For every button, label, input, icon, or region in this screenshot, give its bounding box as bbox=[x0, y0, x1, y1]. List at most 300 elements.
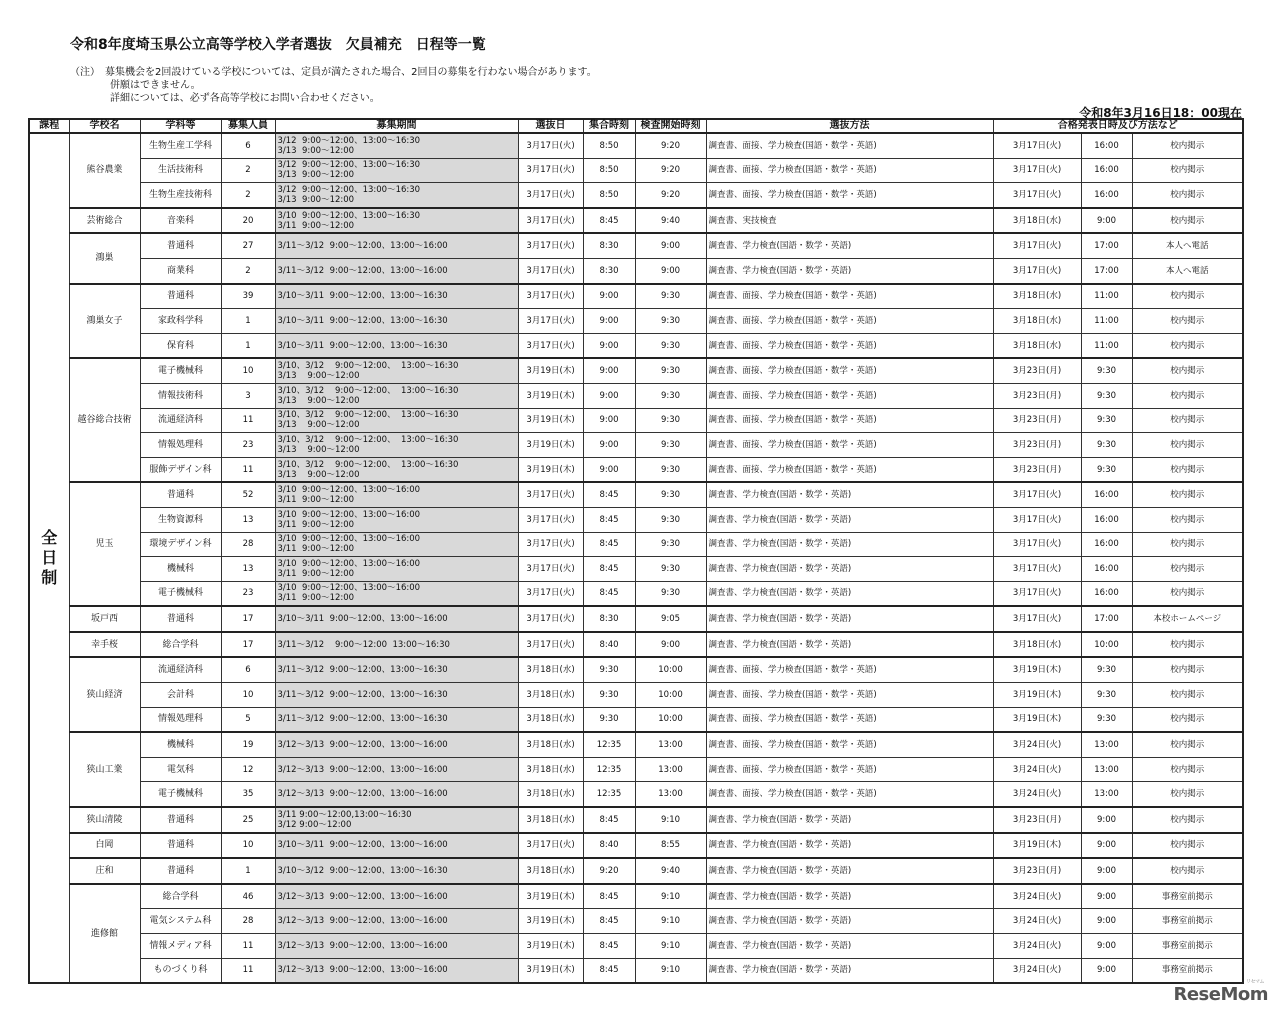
announcement-date: 3月24日(火) bbox=[993, 909, 1081, 934]
period-line: 3/10 9:00～12:00、13:00～16:30 bbox=[277, 210, 421, 221]
table-row bbox=[29, 909, 1243, 934]
notes bbox=[70, 66, 597, 105]
selection-method: 調査書、面接、学力検査(国語・数学・英語) bbox=[706, 657, 993, 682]
start-time: 9:30 bbox=[635, 433, 706, 458]
application-period bbox=[275, 133, 518, 158]
capacity: 28 bbox=[221, 532, 275, 557]
exam-date: 3月18日(水) bbox=[518, 657, 583, 682]
exam-date: 3月18日(水) bbox=[518, 683, 583, 708]
department: 生物生産工学科 bbox=[140, 133, 221, 158]
exam-date: 3月17日(火) bbox=[518, 632, 583, 658]
resemom-logo bbox=[1173, 979, 1268, 1005]
application-period bbox=[275, 757, 518, 782]
period-line: 3/11 9:00～12:00 bbox=[277, 544, 355, 555]
application-period bbox=[275, 657, 518, 682]
start-time: 9:10 bbox=[635, 958, 706, 983]
period-line: 3/10、3/12 9:00～12:00、 13:00～16:30 bbox=[277, 459, 459, 470]
announcement-time: 17:00 bbox=[1081, 258, 1132, 283]
gather-time: 8:30 bbox=[583, 233, 635, 258]
table-row bbox=[29, 934, 1243, 959]
department: 音楽科 bbox=[140, 208, 221, 234]
announcement-date: 3月17日(火) bbox=[993, 507, 1081, 532]
school-name: 進修館 bbox=[69, 884, 140, 983]
header-exam-date: 選抜日 bbox=[518, 119, 583, 133]
announcement-time: 16:00 bbox=[1081, 158, 1132, 183]
gather-time: 8:45 bbox=[583, 482, 635, 507]
department: 総合学科 bbox=[140, 632, 221, 658]
school-name: 鴻巣 bbox=[69, 233, 140, 283]
selection-method: 調査書、面接、学力検査(国語・数学・英語) bbox=[706, 309, 993, 334]
announcement-method: 校内掲示 bbox=[1132, 807, 1243, 833]
capacity: 17 bbox=[221, 632, 275, 658]
capacity: 12 bbox=[221, 757, 275, 782]
selection-method: 調査書、学力検査(国語・数学・英語) bbox=[706, 581, 993, 606]
gather-time: 8:50 bbox=[583, 158, 635, 183]
capacity: 28 bbox=[221, 909, 275, 934]
header-course: 課程 bbox=[29, 119, 69, 133]
period-line: 3/10、3/12 9:00～12:00、 13:00～16:30 bbox=[277, 434, 459, 445]
gather-time: 8:30 bbox=[583, 258, 635, 283]
selection-method: 調査書、学力検査(国語・数学・英語) bbox=[706, 606, 993, 632]
gather-time: 8:45 bbox=[583, 581, 635, 606]
announcement-date: 3月23日(月) bbox=[993, 858, 1081, 884]
department: 情報メディア科 bbox=[140, 934, 221, 959]
table-row bbox=[29, 358, 1243, 383]
announcement-date: 3月19日(木) bbox=[993, 683, 1081, 708]
gather-time: 8:45 bbox=[583, 557, 635, 582]
gather-time: 9:00 bbox=[583, 358, 635, 383]
department: 普通科 bbox=[140, 858, 221, 884]
capacity: 1 bbox=[221, 333, 275, 358]
header-row bbox=[29, 119, 1243, 133]
selection-method: 調査書、面接、学力検査(国語・数学・英語) bbox=[706, 732, 993, 757]
school-name: 庄和 bbox=[69, 858, 140, 884]
capacity: 10 bbox=[221, 683, 275, 708]
table-row bbox=[29, 482, 1243, 507]
period-line: 3/10 9:00～12:00、13:00～16:00 bbox=[277, 534, 421, 545]
application-period bbox=[275, 683, 518, 708]
announcement-method: 本人へ電話 bbox=[1132, 233, 1243, 258]
exam-date: 3月18日(水) bbox=[518, 782, 583, 807]
department: 電気科 bbox=[140, 757, 221, 782]
announcement-method: 校内掲示 bbox=[1132, 632, 1243, 658]
logo-text: ReseMom bbox=[1173, 984, 1268, 1005]
selection-method: 調査書、学力検査(国語・数学・英語) bbox=[706, 507, 993, 532]
announcement-method: 校内掲示 bbox=[1132, 732, 1243, 757]
gather-time: 8:50 bbox=[583, 183, 635, 208]
start-time: 9:20 bbox=[635, 183, 706, 208]
table-row bbox=[29, 333, 1243, 358]
table-row bbox=[29, 632, 1243, 658]
announcement-date: 3月18日(水) bbox=[993, 208, 1081, 234]
period-line: 3/10～3/11 9:00～12:00、13:00～16:00 bbox=[277, 840, 448, 851]
table-row bbox=[29, 958, 1243, 983]
exam-date: 3月17日(火) bbox=[518, 284, 583, 309]
exam-date: 3月19日(木) bbox=[518, 408, 583, 433]
capacity: 20 bbox=[221, 208, 275, 234]
announcement-method: 事務室前掲示 bbox=[1132, 884, 1243, 909]
department: 家政科学科 bbox=[140, 309, 221, 334]
application-period bbox=[275, 383, 518, 408]
gather-time: 8:45 bbox=[583, 532, 635, 557]
announcement-date: 3月23日(月) bbox=[993, 358, 1081, 383]
capacity: 11 bbox=[221, 408, 275, 433]
exam-date: 3月18日(水) bbox=[518, 757, 583, 782]
as-of-timestamp: 令和8年3月16日18：00現在 bbox=[1079, 106, 1242, 120]
selection-method: 調査書、学力検査(国語・数学・英語) bbox=[706, 958, 993, 983]
application-period bbox=[275, 408, 518, 433]
start-time: 9:30 bbox=[635, 309, 706, 334]
department: 普通科 bbox=[140, 284, 221, 309]
header-method: 選抜方法 bbox=[706, 119, 993, 133]
selection-method: 調査書、面接、学力検査(国語・数学・英語) bbox=[706, 683, 993, 708]
announcement-time: 9:30 bbox=[1081, 457, 1132, 482]
capacity: 46 bbox=[221, 884, 275, 909]
capacity: 10 bbox=[221, 358, 275, 383]
header-count: 募集人員 bbox=[221, 119, 275, 133]
application-period bbox=[275, 158, 518, 183]
table-row bbox=[29, 258, 1243, 283]
start-time: 9:30 bbox=[635, 284, 706, 309]
start-time: 10:00 bbox=[635, 683, 706, 708]
table-row bbox=[29, 707, 1243, 732]
exam-date: 3月17日(火) bbox=[518, 833, 583, 859]
announcement-method: 校内掲示 bbox=[1132, 782, 1243, 807]
exam-date: 3月17日(火) bbox=[518, 158, 583, 183]
announcement-time: 13:00 bbox=[1081, 757, 1132, 782]
announcement-time: 9:00 bbox=[1081, 833, 1132, 859]
school-name: 児玉 bbox=[69, 482, 140, 606]
announcement-method: 校内掲示 bbox=[1132, 433, 1243, 458]
announcement-method: 校内掲示 bbox=[1132, 581, 1243, 606]
announcement-method: 校内掲示 bbox=[1132, 657, 1243, 682]
course-label: 全日制 bbox=[41, 528, 58, 588]
selection-method: 調査書、学力検査(国語・数学・英語) bbox=[706, 909, 993, 934]
application-period bbox=[275, 782, 518, 807]
start-time: 9:40 bbox=[635, 208, 706, 234]
period-line: 3/11 9:00～12:00 bbox=[277, 593, 355, 604]
period-line: 3/13 9:00～12:00 bbox=[277, 371, 360, 382]
announcement-method: 本校ホームページ bbox=[1132, 606, 1243, 632]
period-line: 3/13 9:00～12:00 bbox=[277, 469, 360, 480]
start-time: 9:30 bbox=[635, 581, 706, 606]
period-line: 3/11 9:00～12:00,13:00～16:30 bbox=[277, 809, 412, 820]
capacity: 25 bbox=[221, 807, 275, 833]
capacity: 52 bbox=[221, 482, 275, 507]
table-row bbox=[29, 383, 1243, 408]
start-time: 10:00 bbox=[635, 707, 706, 732]
capacity: 23 bbox=[221, 433, 275, 458]
selection-method: 調査書、面接、学力検査(国語・数学・英語) bbox=[706, 158, 993, 183]
selection-method: 調査書、面接、学力検査(国語・数学・英語) bbox=[706, 333, 993, 358]
period-line: 3/12 9:00～12:00、13:00～16:30 bbox=[277, 160, 421, 171]
period-line: 3/10 9:00～12:00、13:00～16:00 bbox=[277, 583, 421, 594]
department: 普通科 bbox=[140, 606, 221, 632]
capacity: 3 bbox=[221, 383, 275, 408]
selection-method: 調査書、面接、学力検査(国語・数学・英語) bbox=[706, 707, 993, 732]
capacity: 2 bbox=[221, 183, 275, 208]
gather-time: 9:00 bbox=[583, 383, 635, 408]
start-time: 9:10 bbox=[635, 807, 706, 833]
start-time: 9:00 bbox=[635, 233, 706, 258]
announcement-date: 3月19日(木) bbox=[993, 833, 1081, 859]
exam-date: 3月17日(火) bbox=[518, 482, 583, 507]
exam-date: 3月18日(水) bbox=[518, 807, 583, 833]
department: 保育科 bbox=[140, 333, 221, 358]
period-line: 3/10 9:00～12:00、13:00～16:00 bbox=[277, 485, 421, 496]
start-time: 13:00 bbox=[635, 757, 706, 782]
application-period bbox=[275, 606, 518, 632]
announcement-time: 9:30 bbox=[1081, 383, 1132, 408]
school-name: 狭山工業 bbox=[69, 732, 140, 807]
period-line: 3/12～3/13 9:00～12:00、13:00～16:00 bbox=[277, 740, 448, 751]
start-time: 9:30 bbox=[635, 383, 706, 408]
gather-time: 9:00 bbox=[583, 284, 635, 309]
table-row bbox=[29, 884, 1243, 909]
gather-time: 12:35 bbox=[583, 782, 635, 807]
gather-time: 8:40 bbox=[583, 632, 635, 658]
period-line: 3/10～3/11 9:00～12:00、13:00～16:00 bbox=[277, 614, 448, 625]
table-row bbox=[29, 208, 1243, 234]
capacity: 13 bbox=[221, 507, 275, 532]
announcement-method: 校内掲示 bbox=[1132, 482, 1243, 507]
table-row bbox=[29, 557, 1243, 582]
start-time: 9:20 bbox=[635, 133, 706, 158]
gather-time: 9:20 bbox=[583, 858, 635, 884]
announcement-method: 校内掲示 bbox=[1132, 383, 1243, 408]
gather-time: 8:45 bbox=[583, 909, 635, 934]
start-time: 9:40 bbox=[635, 858, 706, 884]
header-period: 募集期間 bbox=[275, 119, 518, 133]
announcement-time: 16:00 bbox=[1081, 482, 1132, 507]
period-line: 3/10～3/11 9:00～12:00、13:00～16:30 bbox=[277, 291, 448, 302]
announcement-time: 9:30 bbox=[1081, 707, 1132, 732]
period-line: 3/11～3/12 9:00～12:00、13:00～16:00 bbox=[277, 241, 448, 252]
application-period bbox=[275, 884, 518, 909]
exam-date: 3月17日(火) bbox=[518, 233, 583, 258]
start-time: 9:05 bbox=[635, 606, 706, 632]
announcement-date: 3月18日(水) bbox=[993, 632, 1081, 658]
application-period bbox=[275, 581, 518, 606]
announcement-method: 校内掲示 bbox=[1132, 358, 1243, 383]
period-line: 3/12～3/13 9:00～12:00、13:00～16:00 bbox=[277, 940, 448, 951]
selection-method: 調査書、面接、学力検査(国語・数学・英語) bbox=[706, 133, 993, 158]
period-line: 3/12～3/13 9:00～12:00、13:00～16:00 bbox=[277, 916, 448, 927]
exam-date: 3月17日(火) bbox=[518, 532, 583, 557]
department: 機械科 bbox=[140, 732, 221, 757]
department: 商業科 bbox=[140, 258, 221, 283]
announcement-time: 16:00 bbox=[1081, 507, 1132, 532]
start-time: 9:10 bbox=[635, 909, 706, 934]
gather-time: 12:35 bbox=[583, 732, 635, 757]
header-gather-time: 集合時刻 bbox=[583, 119, 635, 133]
announcement-method: 校内掲示 bbox=[1132, 557, 1243, 582]
announcement-date: 3月17日(火) bbox=[993, 581, 1081, 606]
period-line: 3/11～3/12 9:00～12:00、13:00～16:30 bbox=[277, 689, 448, 700]
application-period bbox=[275, 309, 518, 334]
department: 情報技術科 bbox=[140, 383, 221, 408]
table-row bbox=[29, 433, 1243, 458]
table-row bbox=[29, 309, 1243, 334]
exam-date: 3月19日(木) bbox=[518, 457, 583, 482]
announcement-time: 17:00 bbox=[1081, 606, 1132, 632]
capacity: 17 bbox=[221, 606, 275, 632]
capacity: 2 bbox=[221, 258, 275, 283]
period-line: 3/13 9:00～12:00 bbox=[277, 444, 360, 455]
table-row bbox=[29, 158, 1243, 183]
table-row bbox=[29, 757, 1243, 782]
selection-method: 調査書、学力検査(国語・数学・英語) bbox=[706, 532, 993, 557]
announcement-date: 3月17日(火) bbox=[993, 258, 1081, 283]
application-period bbox=[275, 807, 518, 833]
period-line: 3/12～3/13 9:00～12:00、13:00～16:00 bbox=[277, 965, 448, 976]
table-row bbox=[29, 782, 1243, 807]
table-row bbox=[29, 858, 1243, 884]
announcement-date: 3月23日(月) bbox=[993, 807, 1081, 833]
application-period bbox=[275, 358, 518, 383]
announcement-method: 校内掲示 bbox=[1132, 683, 1243, 708]
exam-date: 3月17日(火) bbox=[518, 208, 583, 234]
selection-method: 調査書、面接、学力検査(国語・数学・英語) bbox=[706, 782, 993, 807]
period-line: 3/13 9:00～12:00 bbox=[277, 395, 360, 406]
department: 生物生産技術科 bbox=[140, 183, 221, 208]
capacity: 6 bbox=[221, 133, 275, 158]
header-announcement: 合格発表日時及び方法など bbox=[993, 119, 1243, 133]
announcement-method: 校内掲示 bbox=[1132, 507, 1243, 532]
selection-method: 調査書、学力検査(国語・数学・英語) bbox=[706, 858, 993, 884]
table-row bbox=[29, 183, 1243, 208]
page-title: 令和8年度埼玉県公立高等学校入学者選抜 欠員補充 日程等一覧 bbox=[70, 37, 486, 53]
application-period bbox=[275, 909, 518, 934]
department: 総合学科 bbox=[140, 884, 221, 909]
capacity: 11 bbox=[221, 958, 275, 983]
gather-time: 8:45 bbox=[583, 507, 635, 532]
note-line: （注） 募集機会を2回設けている学校については、定員が満たされた場合、2回目の募集を行わない場合があります。 bbox=[70, 67, 597, 78]
announcement-date: 3月17日(火) bbox=[993, 183, 1081, 208]
department: 流通経済科 bbox=[140, 408, 221, 433]
selection-method: 調査書、学力検査(国語・数学・英語) bbox=[706, 233, 993, 258]
table-row bbox=[29, 833, 1243, 859]
selection-method: 調査書、面接、学力検査(国語・数学・英語) bbox=[706, 284, 993, 309]
department: 普通科 bbox=[140, 807, 221, 833]
application-period bbox=[275, 284, 518, 309]
table-row bbox=[29, 732, 1243, 757]
application-period bbox=[275, 958, 518, 983]
period-line: 3/12 9:00～12:00、13:00～16:30 bbox=[277, 184, 421, 195]
department: 電気システム科 bbox=[140, 909, 221, 934]
start-time: 9:30 bbox=[635, 408, 706, 433]
application-period bbox=[275, 557, 518, 582]
application-period bbox=[275, 433, 518, 458]
exam-date: 3月18日(水) bbox=[518, 858, 583, 884]
exam-date: 3月17日(火) bbox=[518, 507, 583, 532]
note-line: 詳細については、必ず各高等学校にお問い合わせください。 bbox=[70, 93, 380, 104]
capacity: 23 bbox=[221, 581, 275, 606]
exam-date: 3月17日(火) bbox=[518, 183, 583, 208]
gather-time: 8:50 bbox=[583, 133, 635, 158]
announcement-time: 9:00 bbox=[1081, 934, 1132, 959]
gather-time: 9:30 bbox=[583, 707, 635, 732]
department: 機械科 bbox=[140, 557, 221, 582]
announcement-method: 校内掲示 bbox=[1132, 833, 1243, 859]
period-line: 3/11 9:00～12:00 bbox=[277, 519, 355, 530]
school-name: 坂戸西 bbox=[69, 606, 140, 632]
announcement-time: 10:00 bbox=[1081, 632, 1132, 658]
gather-time: 9:00 bbox=[583, 433, 635, 458]
period-line: 3/10～3/12 9:00～12:00、13:00～16:30 bbox=[277, 866, 448, 877]
selection-method: 調査書、面接、学力検査(国語・数学・英語) bbox=[706, 408, 993, 433]
exam-date: 3月17日(火) bbox=[518, 333, 583, 358]
gather-time: 9:00 bbox=[583, 333, 635, 358]
announcement-date: 3月17日(火) bbox=[993, 606, 1081, 632]
capacity: 5 bbox=[221, 707, 275, 732]
start-time: 9:20 bbox=[635, 158, 706, 183]
announcement-method: 校内掲示 bbox=[1132, 333, 1243, 358]
announcement-date: 3月17日(火) bbox=[993, 482, 1081, 507]
application-period bbox=[275, 833, 518, 859]
announcement-method: 校内掲示 bbox=[1132, 284, 1243, 309]
gather-time: 9:30 bbox=[583, 657, 635, 682]
gather-time: 8:45 bbox=[583, 884, 635, 909]
application-period bbox=[275, 732, 518, 757]
announcement-date: 3月24日(火) bbox=[993, 782, 1081, 807]
announcement-date: 3月23日(月) bbox=[993, 408, 1081, 433]
announcement-time: 9:00 bbox=[1081, 208, 1132, 234]
start-time: 9:10 bbox=[635, 934, 706, 959]
announcement-time: 16:00 bbox=[1081, 183, 1132, 208]
announcement-time: 9:30 bbox=[1081, 358, 1132, 383]
department: 電子機械科 bbox=[140, 358, 221, 383]
department: 普通科 bbox=[140, 482, 221, 507]
exam-date: 3月17日(火) bbox=[518, 581, 583, 606]
period-line: 3/13 9:00～12:00 bbox=[277, 194, 355, 205]
selection-method: 調査書、学力検査(国語・数学・英語) bbox=[706, 833, 993, 859]
table-row bbox=[29, 507, 1243, 532]
announcement-method: 校内掲示 bbox=[1132, 757, 1243, 782]
announcement-time: 16:00 bbox=[1081, 557, 1132, 582]
selection-method: 調査書、実技検査 bbox=[706, 208, 993, 234]
capacity: 10 bbox=[221, 833, 275, 859]
school-name: 熊谷農業 bbox=[69, 133, 140, 208]
announcement-date: 3月17日(火) bbox=[993, 233, 1081, 258]
selection-method: 調査書、学力検査(国語・数学・英語) bbox=[706, 807, 993, 833]
announcement-date: 3月23日(月) bbox=[993, 383, 1081, 408]
announcement-date: 3月24日(火) bbox=[993, 732, 1081, 757]
selection-method: 調査書、面接、学力検査(国語・数学・英語) bbox=[706, 433, 993, 458]
exam-date: 3月19日(木) bbox=[518, 884, 583, 909]
capacity: 6 bbox=[221, 657, 275, 682]
school-name: 越谷総合技術 bbox=[69, 358, 140, 482]
announcement-method: 校内掲示 bbox=[1132, 532, 1243, 557]
period-line: 3/12～3/13 9:00～12:00、13:00～16:00 bbox=[277, 789, 448, 800]
application-period bbox=[275, 183, 518, 208]
announcement-time: 9:00 bbox=[1081, 958, 1132, 983]
application-period bbox=[275, 507, 518, 532]
period-line: 3/10～3/11 9:00～12:00、13:00～16:30 bbox=[277, 315, 448, 326]
capacity: 39 bbox=[221, 284, 275, 309]
announcement-date: 3月17日(火) bbox=[993, 557, 1081, 582]
header-dept: 学科等 bbox=[140, 119, 221, 133]
application-period bbox=[275, 934, 518, 959]
table-row bbox=[29, 284, 1243, 309]
application-period bbox=[275, 858, 518, 884]
start-time: 9:00 bbox=[635, 258, 706, 283]
announcement-method: 校内掲示 bbox=[1132, 707, 1243, 732]
start-time: 8:55 bbox=[635, 833, 706, 859]
gather-time: 8:45 bbox=[583, 958, 635, 983]
gather-time: 8:30 bbox=[583, 606, 635, 632]
application-period bbox=[275, 208, 518, 234]
